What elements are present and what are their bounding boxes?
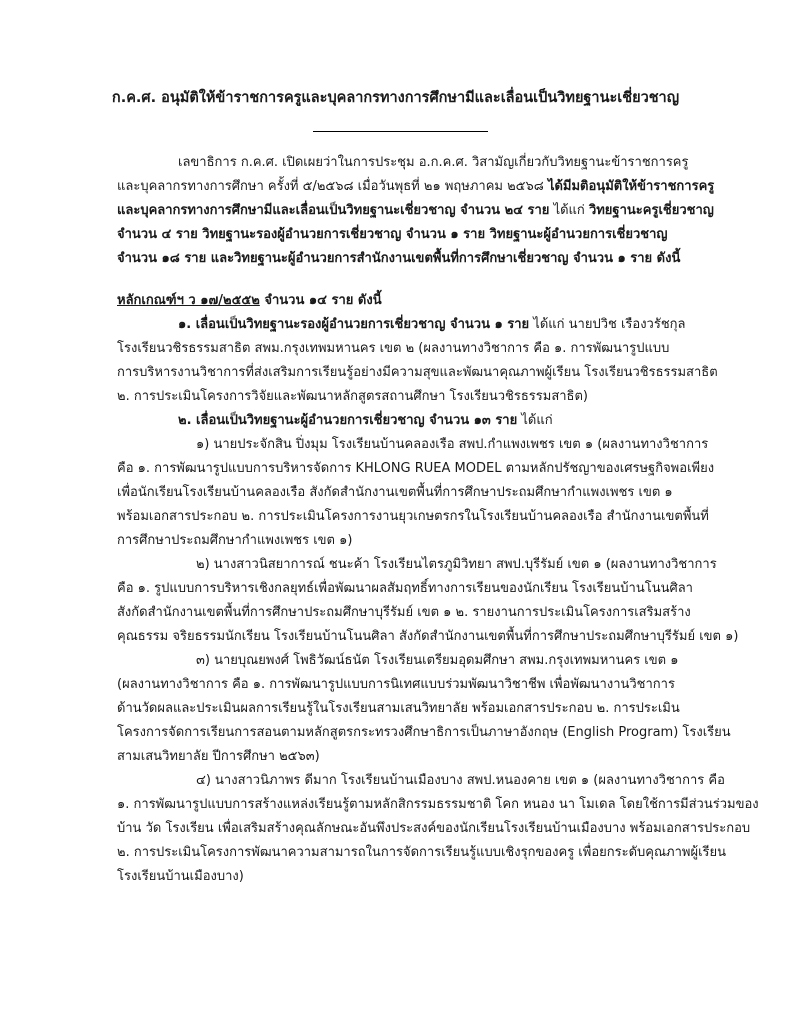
- list-item-line: โรงเรียนบ้านเมืองบาง): [117, 869, 244, 884]
- list-item-line: บ้าน วัด โรงเรียน เพื่อเสริมสร้างคุณลักษณะอันพึงประสงค์ของนักเรียนโรงเรียนบ้านเมืองบาง พร้อมเอกสารประกอบ: [117, 821, 751, 836]
- list-item: [117, 649, 731, 769]
- list-item: [117, 769, 759, 889]
- intro-line: จำนวน ๔ ราย วิทยฐานะรองผู้อำนวยการเชี่ยวชาญ จำนวน ๑ ราย วิทยฐานะผู้อำนวยการเชี่ยวชาญ: [117, 227, 668, 242]
- list-item-line: ๒. การประเมินโครงการพัฒนาความสามารถในการจัดการเรียนรู้แบบเชิงรุกของครู เพื่อยกระดับคุณภาพผู้เรียน: [117, 845, 727, 860]
- section-1-heading: [117, 313, 686, 337]
- list-item-line: ๑) นายประจักสิน ปิ่งมุม โรงเรียนบ้านคลองเรือ สพป.กำแพงเพชร เขต ๑ (ผลงานทางวิชาการ: [196, 437, 709, 452]
- list-item-line: คือ ๑. รูปแบบการบริหารเชิงกลยุทธ์เพื่อพัฒนาผลสัมฤทธิ์ทางการเรียนของนักเรียน โรงเรียนบ้านโนนศิลา: [117, 581, 693, 596]
- intro-bold-text: และบุคลากรทางการศึกษามีและเลื่อนเป็นวิทยฐานะเชี่ยวชาญ จำนวน ๒๔ ราย: [117, 203, 550, 218]
- intro-text: ได้แก่: [549, 203, 589, 218]
- criteria-count: จำนวน ๑๔ ราย ดังนี้: [259, 293, 382, 308]
- section-heading-text: ได้แก่: [517, 413, 553, 428]
- section-2-heading: [117, 409, 675, 433]
- list-item: [117, 433, 715, 553]
- list-item-line: การศึกษาประถมศึกษากำแพงเพชร เขต ๑): [117, 533, 353, 548]
- intro-line: [117, 175, 715, 199]
- section-heading-bold: ๒. เลื่อนเป็นวิทยฐานะผู้อำนวยการเชี่ยวชาญ จำนวน ๑๓ ราย: [178, 413, 518, 428]
- intro-paragraph: [117, 151, 715, 271]
- list-item-line: พร้อมเอกสารประกอบ ๒. การประเมินโครงการงานยุวเกษตรกรในโรงเรียนบ้านคลองเรือ สำนักงานเขตพื้นที่: [117, 509, 709, 524]
- section-1: [117, 313, 718, 409]
- intro-bold-text: วิทยฐานะครูเชี่ยวชาญ: [588, 203, 714, 218]
- list-item-line: ๔) นางสาวนิภาพร ดีมาก โรงเรียนบ้านเมืองบาง สพป.หนองคาย เขต ๑ (ผลงานทางวิชาการ คือ: [196, 773, 725, 788]
- list-item: [117, 553, 739, 649]
- list-item-line: โครงการจัดการเรียนการสอนตามหลักสูตรกระทรวงศึกษาธิการเป็นภาษาอังกฤษ (English Program) โรงเรียน: [117, 725, 731, 740]
- criteria-reference: หลักเกณฑ์ฯ ว ๑๗/๒๕๕๒: [117, 293, 260, 308]
- section-1-line: ๒. การประเมินโครงการวิจัยและพัฒนาหลักสูตรสถานศึกษา โรงเรียนวชิรธรรมสาธิต): [117, 389, 589, 404]
- section-heading-text: ได้แก่ นายปวิช เรืองวรัชกุล: [529, 317, 686, 332]
- list-item-line: คุณธรรม จริยธรรมนักเรียน โรงเรียนบ้านโนนศิลา สังกัดสำนักงานเขตพื้นที่การศึกษาประถมศึกษาบุรีรัมย์ เขต ๑): [117, 629, 739, 644]
- document-body: [117, 151, 759, 889]
- criteria-heading: [117, 289, 675, 313]
- intro-text: และบุคลากรทางการศึกษา ครั้งที่ ๕/๒๕๖๘ เมื่อวันพุธที่ ๒๑ พฤษภาคม ๒๕๖๘: [117, 179, 548, 194]
- section-heading-bold: ๑. เลื่อนเป็นวิทยฐานะรองผู้อำนวยการเชี่ยวชาญ จำนวน ๑ ราย: [178, 317, 530, 332]
- list-item-line: คือ ๑. การพัฒนารูปแบบการบริหารจัดการ KHLONG RUEA MODEL ตามหลักปรัชญาของเศรษฐกิจพอเพียง: [117, 461, 715, 476]
- intro-line: จำนวน ๑๘ ราย และวิทยฐานะผู้อำนวยการสำนักงานเขตพื้นที่การศึกษาเชี่ยวชาญ จำนวน ๑ ราย ดังนี้: [117, 251, 681, 266]
- list-item-line: เพื่อนักเรียนโรงเรียนบ้านคลองเรือ สังกัดสำนักงานเขตพื้นที่การศึกษาประถมศึกษากำแพงเพชร เขต ๑: [117, 485, 673, 500]
- intro-line: เลขาธิการ ก.ค.ศ. เปิดเผยว่าในการประชุม อ.ก.ค.ศ. วิสามัญเกี่ยวกับวิทยฐานะข้าราชการครู: [178, 155, 689, 170]
- intro-line: [117, 199, 714, 223]
- title-divider: [313, 131, 488, 132]
- list-item-line: ด้านวัดผลและประเมินผลการเรียนรู้ในโรงเรียนสามเสนวิทยาลัย พร้อมเอกสารประกอบ ๒. การประเมิน: [117, 701, 680, 716]
- intro-bold-text: ได้มีมติอนุมัติให้ข้าราชการครู: [547, 179, 715, 194]
- list-item-line: ๓) นายบุณยพงศ์ โพธิวัฒน์ธนัต โรงเรียนเตรียมอุดมศึกษา สพม.กรุงเทพมหานคร เขต ๑: [196, 653, 679, 668]
- spacer: [117, 271, 675, 289]
- list-item-line: (ผลงานทางวิชาการ คือ ๑. การพัฒนารูปแบบการนิเทศแบบร่วมพัฒนาวิชาชีพ เพื่อพัฒนางานวิชาการ: [117, 677, 675, 692]
- section-1-line: โรงเรียนวชิรธรรมสาธิต สพม.กรุงเทพมหานคร เขต ๒ (ผลงานทางวิชาการ คือ ๑. การพัฒนารูปแบบ: [117, 341, 670, 356]
- document-title: ก.ค.ศ. อนุมัติให้ข้าราชการครูและบุคลากรทางการศึกษามีและเลื่อนเป็นวิทยฐานะเชี่ยวชาญ: [111, 90, 680, 106]
- section-1-line: การบริหารงานวิชาการที่ส่งเสริมการเรียนรู้อย่างมีความสุขและพัฒนาคุณภาพผู้เรียน โรงเรียนวชิรธรรมสาธิต: [117, 365, 718, 380]
- list-item-line: ๑. การพัฒนารูปแบบการสร้างแหล่งเรียนรู้ตามหลักสิกรรมธรรมชาติ โคก หนอง นา โมเดล โดยใช้การมีส่วนร่วมของ: [117, 797, 759, 812]
- list-item-line: ๒) นางสาวนิสยาการณ์ ชนะค้า โรงเรียนไตรภูมิวิทยา สพป.บุรีรัมย์ เขต ๑ (ผลงานทางวิชาการ: [196, 557, 717, 572]
- list-item-line: สังกัดสำนักงานเขตพื้นที่การศึกษาประถมศึกษาบุรีรัมย์ เขต ๑ ๒. รายงานการประเมินโครงการเสริมสร้าง: [117, 605, 691, 620]
- list-item-line: สามเสนวิทยาลัย ปีการศึกษา ๒๕๖๓): [117, 749, 320, 764]
